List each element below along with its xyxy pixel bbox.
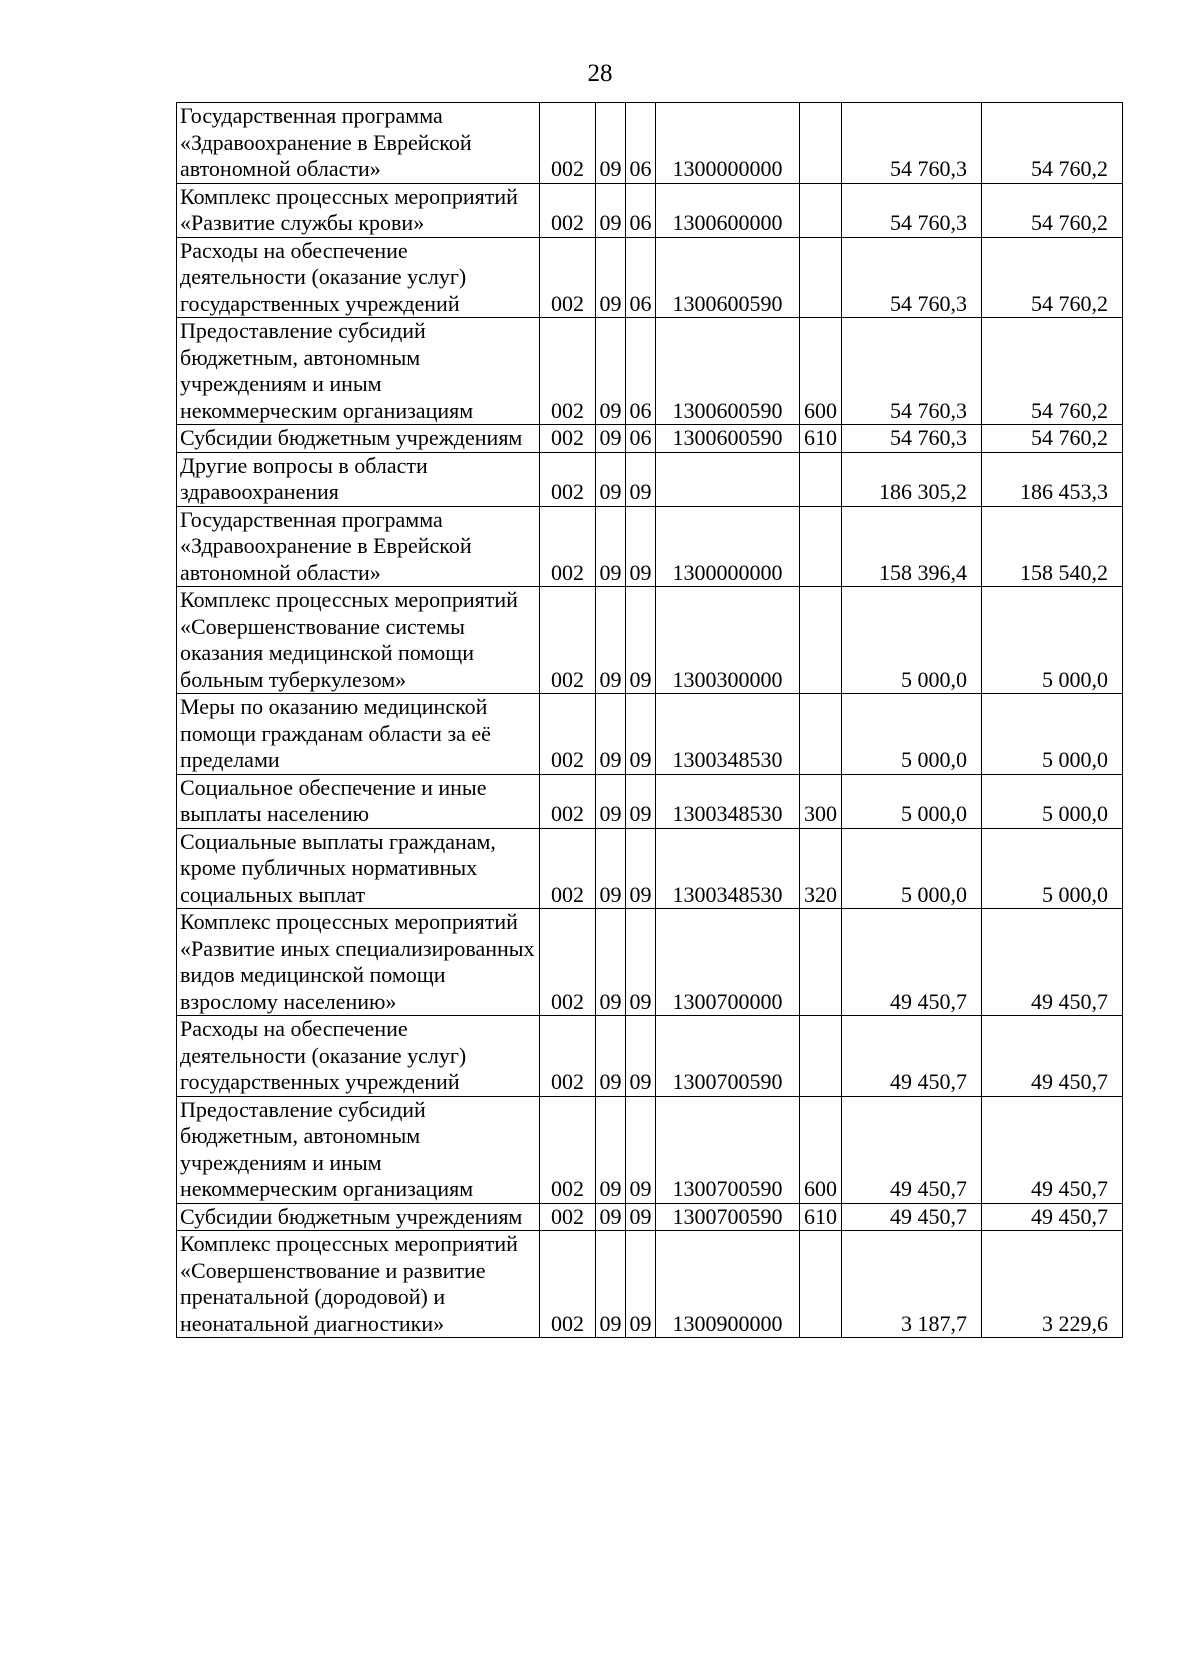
table-row: [177, 425, 1123, 453]
budget-table-body: [177, 103, 1123, 1338]
amount-cell-1: 5 000,0: [842, 587, 982, 694]
ministry-code-cell: 002: [540, 587, 596, 694]
ministry-code-cell: 002: [540, 103, 596, 184]
target-article-cell: 1300348530: [656, 828, 800, 909]
table-row: [177, 1096, 1123, 1203]
row-name-cell: Социальное обеспечение и иные выплаты населению: [177, 774, 540, 828]
target-article-cell: 1300600590: [656, 237, 800, 318]
target-article-cell: 1300000000: [656, 506, 800, 587]
amount-cell-2: 5 000,0: [982, 828, 1123, 909]
amount-cell-1: 54 760,3: [842, 183, 982, 237]
amount-cell-2: 5 000,0: [982, 694, 1123, 775]
amount-cell-1: 158 396,4: [842, 506, 982, 587]
target-article-cell: 1300348530: [656, 694, 800, 775]
amount-cell-2: 5 000,0: [982, 774, 1123, 828]
table-row: [177, 452, 1123, 506]
table-row: [177, 909, 1123, 1016]
ministry-code-cell: 002: [540, 1096, 596, 1203]
section-code-cell: 09: [596, 1016, 626, 1097]
section-code-cell: 09: [596, 587, 626, 694]
ministry-code-cell: 002: [540, 1203, 596, 1231]
row-name-cell: Расходы на обеспечение деятельности (оказание услуг) государственных учреждений: [177, 1016, 540, 1097]
table-row: [177, 1203, 1123, 1231]
target-article-cell: 1300000000: [656, 103, 800, 184]
section-code-cell: 09: [596, 183, 626, 237]
ministry-code-cell: 002: [540, 909, 596, 1016]
amount-cell-1: 54 760,3: [842, 425, 982, 453]
subsection-code-cell: 09: [626, 1231, 656, 1338]
target-article-cell: 1300300000: [656, 587, 800, 694]
subsection-code-cell: 09: [626, 452, 656, 506]
subsection-code-cell: 09: [626, 587, 656, 694]
expense-type-cell: [800, 909, 842, 1016]
amount-cell-2: 186 453,3: [982, 452, 1123, 506]
amount-cell-2: 49 450,7: [982, 1096, 1123, 1203]
table-row: [177, 506, 1123, 587]
expense-type-cell: [800, 1016, 842, 1097]
subsection-code-cell: 09: [626, 506, 656, 587]
row-name-cell: Комплекс процессных мероприятий «Развитие службы крови»: [177, 183, 540, 237]
section-code-cell: 09: [596, 452, 626, 506]
table-row: [177, 1016, 1123, 1097]
table-row: [177, 237, 1123, 318]
section-code-cell: 09: [596, 909, 626, 1016]
table-row: [177, 1231, 1123, 1338]
section-code-cell: 09: [596, 506, 626, 587]
subsection-code-cell: 06: [626, 103, 656, 184]
expense-type-cell: [800, 506, 842, 587]
amount-cell-1: 49 450,7: [842, 1203, 982, 1231]
table-row: [177, 318, 1123, 425]
ministry-code-cell: 002: [540, 1016, 596, 1097]
amount-cell-2: 49 450,7: [982, 1203, 1123, 1231]
target-article-cell: 1300600000: [656, 183, 800, 237]
amount-cell-2: 49 450,7: [982, 1016, 1123, 1097]
expense-type-cell: [800, 1231, 842, 1338]
row-name-cell: Комплекс процессных мероприятий «Развитие иных специализированных видов медицинской помощи взрослому населению»: [177, 909, 540, 1016]
amount-cell-1: 5 000,0: [842, 694, 982, 775]
expense-type-cell: 600: [800, 1096, 842, 1203]
table-row: [177, 183, 1123, 237]
row-name-cell: Государственная программа «Здравоохранение в Еврейской автономной области»: [177, 103, 540, 184]
amount-cell-2: 158 540,2: [982, 506, 1123, 587]
row-name-cell: Меры по оказанию медицинской помощи гражданам области за её пределами: [177, 694, 540, 775]
expense-type-cell: [800, 587, 842, 694]
ministry-code-cell: 002: [540, 237, 596, 318]
subsection-code-cell: 06: [626, 237, 656, 318]
amount-cell-2: 54 760,2: [982, 237, 1123, 318]
table-row: [177, 694, 1123, 775]
expense-type-cell: [800, 183, 842, 237]
target-article-cell: 1300700000: [656, 909, 800, 1016]
row-name-cell: Государственная программа «Здравоохранение в Еврейской автономной области»: [177, 506, 540, 587]
expense-type-cell: 610: [800, 425, 842, 453]
section-code-cell: 09: [596, 318, 626, 425]
expense-type-cell: [800, 694, 842, 775]
row-name-cell: Комплекс процессных мероприятий «Совершенствование системы оказания медицинской помощи больным туберкулезом»: [177, 587, 540, 694]
subsection-code-cell: 09: [626, 1096, 656, 1203]
table-row: [177, 774, 1123, 828]
expense-type-cell: [800, 237, 842, 318]
subsection-code-cell: 06: [626, 318, 656, 425]
ministry-code-cell: 002: [540, 828, 596, 909]
section-code-cell: 09: [596, 774, 626, 828]
subsection-code-cell: 09: [626, 694, 656, 775]
section-code-cell: 09: [596, 1203, 626, 1231]
subsection-code-cell: 09: [626, 828, 656, 909]
target-article-cell: [656, 452, 800, 506]
table-row: [177, 103, 1123, 184]
amount-cell-2: 54 760,2: [982, 425, 1123, 453]
amount-cell-2: 54 760,2: [982, 183, 1123, 237]
row-name-cell: Предоставление субсидий бюджетным, автономным учреждениям и иным некоммерческим организациям: [177, 1096, 540, 1203]
expense-type-cell: [800, 452, 842, 506]
amount-cell-1: 5 000,0: [842, 774, 982, 828]
amount-cell-1: 5 000,0: [842, 828, 982, 909]
amount-cell-2: 54 760,2: [982, 318, 1123, 425]
expense-type-cell: 300: [800, 774, 842, 828]
amount-cell-1: 54 760,3: [842, 237, 982, 318]
expense-type-cell: 610: [800, 1203, 842, 1231]
amount-cell-1: 49 450,7: [842, 1016, 982, 1097]
amount-cell-1: 3 187,7: [842, 1231, 982, 1338]
amount-cell-2: 3 229,6: [982, 1231, 1123, 1338]
section-code-cell: 09: [596, 694, 626, 775]
subsection-code-cell: 09: [626, 1016, 656, 1097]
amount-cell-2: 54 760,2: [982, 103, 1123, 184]
section-code-cell: 09: [596, 425, 626, 453]
expense-type-cell: 320: [800, 828, 842, 909]
ministry-code-cell: 002: [540, 1231, 596, 1338]
subsection-code-cell: 09: [626, 1203, 656, 1231]
target-article-cell: 1300700590: [656, 1203, 800, 1231]
budget-table: [176, 102, 1123, 1338]
target-article-cell: 1300700590: [656, 1096, 800, 1203]
row-name-cell: Другие вопросы в области здравоохранения: [177, 452, 540, 506]
expense-type-cell: [800, 103, 842, 184]
amount-cell-1: 54 760,3: [842, 103, 982, 184]
section-code-cell: 09: [596, 1096, 626, 1203]
ministry-code-cell: 002: [540, 506, 596, 587]
ministry-code-cell: 002: [540, 452, 596, 506]
ministry-code-cell: 002: [540, 318, 596, 425]
amount-cell-1: 54 760,3: [842, 318, 982, 425]
amount-cell-1: 49 450,7: [842, 909, 982, 1016]
row-name-cell: Расходы на обеспечение деятельности (оказание услуг) государственных учреждений: [177, 237, 540, 318]
target-article-cell: 1300900000: [656, 1231, 800, 1338]
section-code-cell: 09: [596, 237, 626, 318]
subsection-code-cell: 09: [626, 909, 656, 1016]
row-name-cell: Комплекс процессных мероприятий «Совершенствование и развитие пренатальной (дородовой) и неонатальной диагностики»: [177, 1231, 540, 1338]
subsection-code-cell: 06: [626, 183, 656, 237]
row-name-cell: Предоставление субсидий бюджетным, автономным учреждениям и иным некоммерческим организациям: [177, 318, 540, 425]
table-row: [177, 587, 1123, 694]
table-row: [177, 828, 1123, 909]
row-name-cell: Субсидии бюджетным учреждениям: [177, 425, 540, 453]
section-code-cell: 09: [596, 828, 626, 909]
target-article-cell: 1300600590: [656, 318, 800, 425]
ministry-code-cell: 002: [540, 694, 596, 775]
row-name-cell: Социальные выплаты гражданам, кроме публичных нормативных социальных выплат: [177, 828, 540, 909]
target-article-cell: 1300600590: [656, 425, 800, 453]
subsection-code-cell: 09: [626, 774, 656, 828]
ministry-code-cell: 002: [540, 183, 596, 237]
amount-cell-2: 49 450,7: [982, 909, 1123, 1016]
amount-cell-2: 5 000,0: [982, 587, 1123, 694]
target-article-cell: 1300348530: [656, 774, 800, 828]
target-article-cell: 1300700590: [656, 1016, 800, 1097]
section-code-cell: 09: [596, 103, 626, 184]
subsection-code-cell: 06: [626, 425, 656, 453]
row-name-cell: Субсидии бюджетным учреждениям: [177, 1203, 540, 1231]
amount-cell-1: 186 305,2: [842, 452, 982, 506]
section-code-cell: 09: [596, 1231, 626, 1338]
amount-cell-1: 49 450,7: [842, 1096, 982, 1203]
page-number: 28: [587, 60, 613, 87]
ministry-code-cell: 002: [540, 425, 596, 453]
expense-type-cell: 600: [800, 318, 842, 425]
ministry-code-cell: 002: [540, 774, 596, 828]
